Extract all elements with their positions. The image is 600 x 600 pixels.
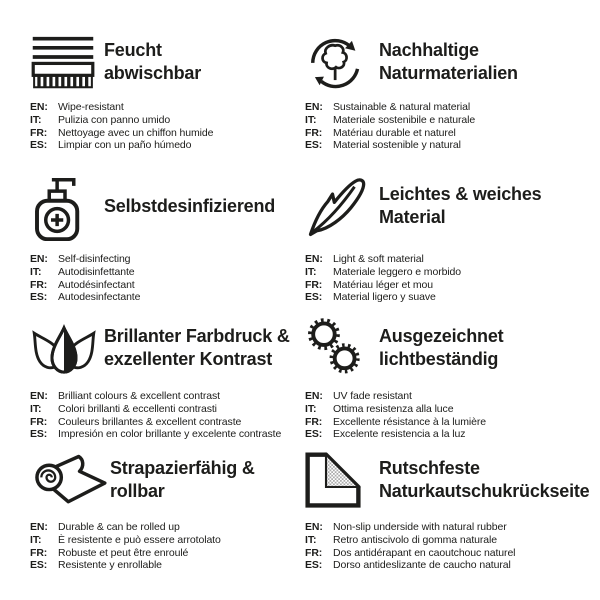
- lang-text: Resistente y enrollable: [58, 559, 162, 572]
- translation-row: [30, 291, 305, 304]
- translation-row: [305, 416, 600, 429]
- feather-icon: [305, 172, 379, 240]
- recycle-tree-icon: [305, 31, 379, 93]
- lang-label: FR:: [305, 415, 323, 428]
- translation-row: [305, 279, 600, 292]
- lang-text: Pulizia con panno umido: [58, 113, 171, 126]
- lang-label: ES:: [30, 428, 48, 441]
- translation-row: [305, 547, 600, 560]
- rolled-mat-icon: [30, 452, 110, 508]
- translation-list: [305, 101, 600, 152]
- lang-label: ES:: [30, 291, 48, 304]
- lang-text: Materiale leggero e morbido: [333, 265, 462, 278]
- lang-label: EN:: [30, 101, 48, 113]
- translation-row: [305, 534, 600, 547]
- title-line: abwischbar: [104, 63, 202, 83]
- lang-label: IT:: [30, 265, 42, 278]
- lang-text: Matériau léger et mou: [333, 278, 434, 291]
- title-line: Naturkautschukrückseite: [379, 481, 590, 501]
- lang-text: Couleurs brillantes & excellent contraste: [58, 415, 242, 428]
- lang-text: Self-disinfecting: [58, 253, 131, 265]
- lang-text: UV fade resistant: [333, 390, 412, 402]
- lang-label: EN:: [305, 521, 323, 533]
- title-line: Naturmaterialien: [379, 63, 518, 83]
- lang-text: Excellente résistance à la lumière: [333, 415, 487, 428]
- lang-label: FR:: [305, 546, 323, 559]
- translation-row: [30, 390, 305, 403]
- title-line: Nachhaltige: [379, 40, 479, 60]
- feature-title: [379, 325, 503, 371]
- feature-header: [30, 166, 305, 246]
- ink-drops-icon: [30, 318, 104, 378]
- lang-label: ES:: [30, 139, 48, 152]
- translation-row: [30, 534, 305, 547]
- lang-label: IT:: [305, 113, 317, 126]
- translation-list: [305, 390, 600, 441]
- translation-row: [305, 559, 600, 572]
- translation-row: [30, 253, 305, 266]
- translation-row: [30, 139, 305, 152]
- lang-label: EN:: [30, 390, 48, 402]
- translation-row: [30, 127, 305, 140]
- lang-label: ES:: [305, 291, 323, 304]
- translation-row: [30, 279, 305, 292]
- translation-list: [305, 521, 600, 572]
- translation-row: [30, 101, 305, 114]
- lang-label: IT:: [30, 533, 42, 546]
- lang-label: FR:: [30, 546, 48, 559]
- lang-label: IT:: [305, 265, 317, 278]
- feature-brilliant-colours: [30, 311, 305, 446]
- lang-text: Autodésinfectant: [58, 278, 135, 291]
- translation-row: [305, 139, 600, 152]
- translation-row: [30, 403, 305, 416]
- sanitizer-bottle-icon: [30, 171, 104, 241]
- title-line: rollbar: [110, 481, 165, 501]
- lang-text: Light & soft material: [333, 253, 424, 265]
- lang-text: Limpiar con un paño húmedo: [58, 139, 192, 152]
- feature-title: [379, 183, 541, 229]
- translation-list: [30, 390, 305, 441]
- title-line: Brillanter Farbdruck &: [104, 326, 290, 346]
- lang-label: EN:: [30, 253, 48, 265]
- feature-header: [305, 311, 600, 385]
- translation-list: [305, 253, 600, 304]
- feature-non-slip-backing: [305, 446, 600, 593]
- gears-icon: [305, 316, 379, 380]
- lang-text: Material sostenible y natural: [333, 139, 461, 152]
- lang-text: Autodisinfettante: [58, 265, 135, 278]
- title-line: Rutschfeste: [379, 458, 480, 478]
- translation-row: [30, 416, 305, 429]
- lang-text: Colori brillanti & eccellenti contrasti: [58, 402, 217, 415]
- feature-header: [305, 446, 600, 514]
- title-line: lichtbeständig: [379, 349, 499, 369]
- translation-row: [305, 403, 600, 416]
- lang-label: ES:: [305, 139, 323, 152]
- feature-wipe-resistant: [30, 33, 305, 166]
- feature-durable-rollable: [30, 446, 305, 593]
- translation-row: [30, 521, 305, 534]
- translation-row: [305, 291, 600, 304]
- lang-text: Wipe-resistant: [58, 101, 124, 113]
- translation-list: [30, 521, 305, 572]
- lang-text: Retro antiscivolo di gomma naturale: [333, 533, 497, 546]
- lang-label: ES:: [305, 428, 323, 441]
- lang-label: FR:: [30, 415, 48, 428]
- translation-row: [305, 114, 600, 127]
- lang-text: Brilliant colours & excellent contrast: [58, 390, 220, 402]
- title-line: Strapazierfähig &: [110, 458, 255, 478]
- lang-label: ES:: [30, 559, 48, 572]
- feature-title: [379, 39, 518, 85]
- lang-label: FR:: [30, 126, 48, 139]
- translation-row: [305, 428, 600, 441]
- translation-row: [305, 521, 600, 534]
- lang-text: È resistente e può essere arrotolato: [58, 533, 221, 546]
- wipe-brush-icon: [30, 35, 104, 90]
- lang-text: Robuste et peut être enroulé: [58, 546, 189, 559]
- feature-header: [305, 166, 600, 246]
- feature-title: [110, 457, 255, 503]
- lang-text: Dos antidérapant en caoutchouc naturel: [333, 546, 516, 559]
- translation-row: [305, 266, 600, 279]
- translation-list: [30, 253, 305, 304]
- translation-row: [30, 559, 305, 572]
- lang-label: IT:: [305, 533, 317, 546]
- lang-label: IT:: [305, 402, 317, 415]
- lang-text: Autodesinfectante: [58, 291, 141, 304]
- feature-light-soft-material: [305, 166, 600, 311]
- translation-row: [30, 547, 305, 560]
- feature-header: [30, 311, 305, 385]
- translation-row: [30, 114, 305, 127]
- lang-text: Excelente resistencia a la luz: [333, 428, 466, 441]
- title-line: Ausgezeichnet: [379, 326, 504, 346]
- feature-sustainable-material: [305, 33, 600, 166]
- lang-label: ES:: [305, 559, 323, 572]
- lang-text: Sustainable & natural material: [333, 101, 471, 113]
- translation-row: [30, 266, 305, 279]
- feature-header: [305, 33, 600, 91]
- non-slip-corner-icon: [305, 452, 379, 508]
- title-line: Leichtes & weiches: [379, 184, 542, 204]
- translation-row: [305, 127, 600, 140]
- feature-header: [30, 446, 305, 514]
- title-line: Feucht: [104, 40, 162, 60]
- translation-row: [30, 428, 305, 441]
- feature-title: [104, 195, 275, 218]
- translation-list: [30, 101, 305, 152]
- feature-header: [30, 33, 305, 91]
- lang-label: IT:: [30, 113, 42, 126]
- lang-label: FR:: [305, 126, 323, 139]
- lang-label: EN:: [305, 390, 323, 402]
- translation-row: [305, 101, 600, 114]
- lang-text: Durable & can be rolled up: [58, 521, 180, 533]
- feature-self-disinfecting: [30, 166, 305, 311]
- lang-label: EN:: [30, 521, 48, 533]
- lang-label: FR:: [305, 278, 323, 291]
- lang-text: Non-slip underside with natural rubber: [333, 521, 507, 533]
- title-line: exzellenter Kontrast: [104, 349, 273, 369]
- title-line: Selbstdesinfizierend: [104, 195, 276, 216]
- lang-text: Material ligero y suave: [333, 291, 436, 304]
- lang-text: Dorso antideslizante de caucho natural: [333, 559, 511, 572]
- feature-uv-resistant: [305, 311, 600, 446]
- lang-label: FR:: [30, 278, 48, 291]
- translation-row: [305, 253, 600, 266]
- feature-title: [104, 325, 290, 371]
- lang-label: EN:: [305, 253, 323, 265]
- lang-text: Nettoyage avec un chiffon humide: [58, 126, 214, 139]
- lang-text: Materiale sostenibile e naturale: [333, 113, 476, 126]
- feature-title: [104, 39, 201, 85]
- title-line: Material: [379, 207, 446, 227]
- lang-text: Matériau durable et naturel: [333, 126, 456, 139]
- lang-label: IT:: [30, 402, 42, 415]
- feature-title: [379, 457, 590, 503]
- lang-label: EN:: [305, 101, 323, 113]
- lang-text: Impresión en color brillante y excelente contraste: [58, 428, 282, 441]
- lang-text: Ottima resistenza alla luce: [333, 402, 454, 415]
- translation-row: [305, 390, 600, 403]
